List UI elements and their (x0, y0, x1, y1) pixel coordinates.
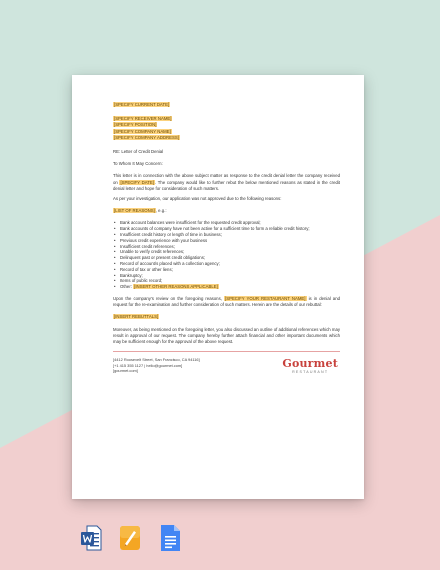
list-item: • Previous credit experience with your business (114, 237, 208, 243)
pages-icon[interactable] (119, 524, 141, 552)
list-item: • Record of account/s placed with a collection agency; (114, 261, 220, 267)
list-item: • Bankruptcy; (114, 272, 143, 278)
logo-tagline: RESTAURANT (292, 370, 329, 375)
receiver-company: [SPECIFY COMPANY NAME] (114, 128, 171, 134)
list-item: • Insufficient credit references; (114, 243, 175, 249)
letter-footer (113, 357, 340, 374)
paragraph-moreover: Moreover, as being mentioned on the foregoing letter, you also discussed an outline of additional references which may result in approval of our request. The company hereby further attach financial and other important documents which may be sufficient enough for the approval of the above request. (113, 326, 340, 345)
other-reasons-placeholder: [INSERT OTHER REASONS APPLICABLE] (134, 284, 218, 290)
list-item: • Bank accounts of company have not been active for a sufficient time to form a reliable credit history; (114, 226, 310, 232)
letter-document (72, 75, 364, 499)
gourmet-logo (282, 358, 338, 374)
word-icon[interactable] (80, 524, 102, 552)
list-of-reasons-placeholder: [LIST OF REASONS] (114, 208, 155, 214)
paragraph-review: Upon the company's review on the foregoing reasons, [SPECIFY YOUR RESTAURANT NAME] is in denial and request for the re-examination and further consideration of such matters. Herein are the details of our rebuttal: (113, 296, 340, 308)
receiver-name: [SPECIFY RECEIVER NAME] (114, 116, 172, 122)
footer-website: [gourmet.com] (113, 368, 138, 374)
reasons-list (113, 220, 340, 290)
paragraph-investigation: As per your investigation, our application was not approved due to the following reasons: (113, 196, 282, 202)
date-placeholder: [SPECIFY CURRENT DATE] (114, 102, 170, 107)
list-item: • Bank account balances were insufficient for the requested credit approval; (114, 220, 261, 226)
list-item: • Delinquent past or present credit obligations; (114, 255, 206, 261)
restaurant-name-placeholder: [SPECIFY YOUR RESTAURANT NAME] (225, 296, 306, 301)
date-received-placeholder: [SPECIFY DATE] (120, 179, 154, 185)
list-item: • Items of public record; (114, 278, 163, 284)
list-item-other: • Other: [INSERT OTHER REASONS APPLICABLE] (114, 284, 218, 290)
footer-divider (113, 351, 340, 352)
receiver-block (113, 116, 340, 141)
paragraph-intro: This letter is in connection with the above subject matter as response to the credit denial letter the company received on [SPECIFY DATE]. The company would like to further rebut the below mentioned reasons as stated in the credit denial letter and hope for consideration of such matters. (113, 173, 340, 191)
google-docs-icon[interactable] (159, 524, 181, 552)
salutation: To Whom It May Concern: (113, 161, 163, 167)
footer-phone-email: [+1 415 355 1127 | hello@gourmet.com] (113, 362, 183, 368)
list-item: • Record of tax or other liens; (114, 266, 173, 272)
receiver-position: [SPECIFY POSITION] (114, 122, 157, 128)
subject-line: RE: Letter of Credit Denial (113, 149, 164, 155)
logo-wordmark: Gourmet (282, 357, 338, 371)
receiver-address: [SPECIFY COMPANY ADDRESS] (114, 134, 179, 140)
rebuttals-placeholder: [INSERT REBUTTALS] (114, 314, 159, 320)
reasons-label: [LIST OF REASONS], e.g.: (114, 208, 167, 214)
list-item: • Unable to verify credit references; (114, 249, 185, 255)
footer-address: [4412 Roosevelt Street, San Francisco, CA 94116] (113, 357, 200, 363)
list-item: • Insufficient credit history or length of time in business; (114, 232, 222, 238)
